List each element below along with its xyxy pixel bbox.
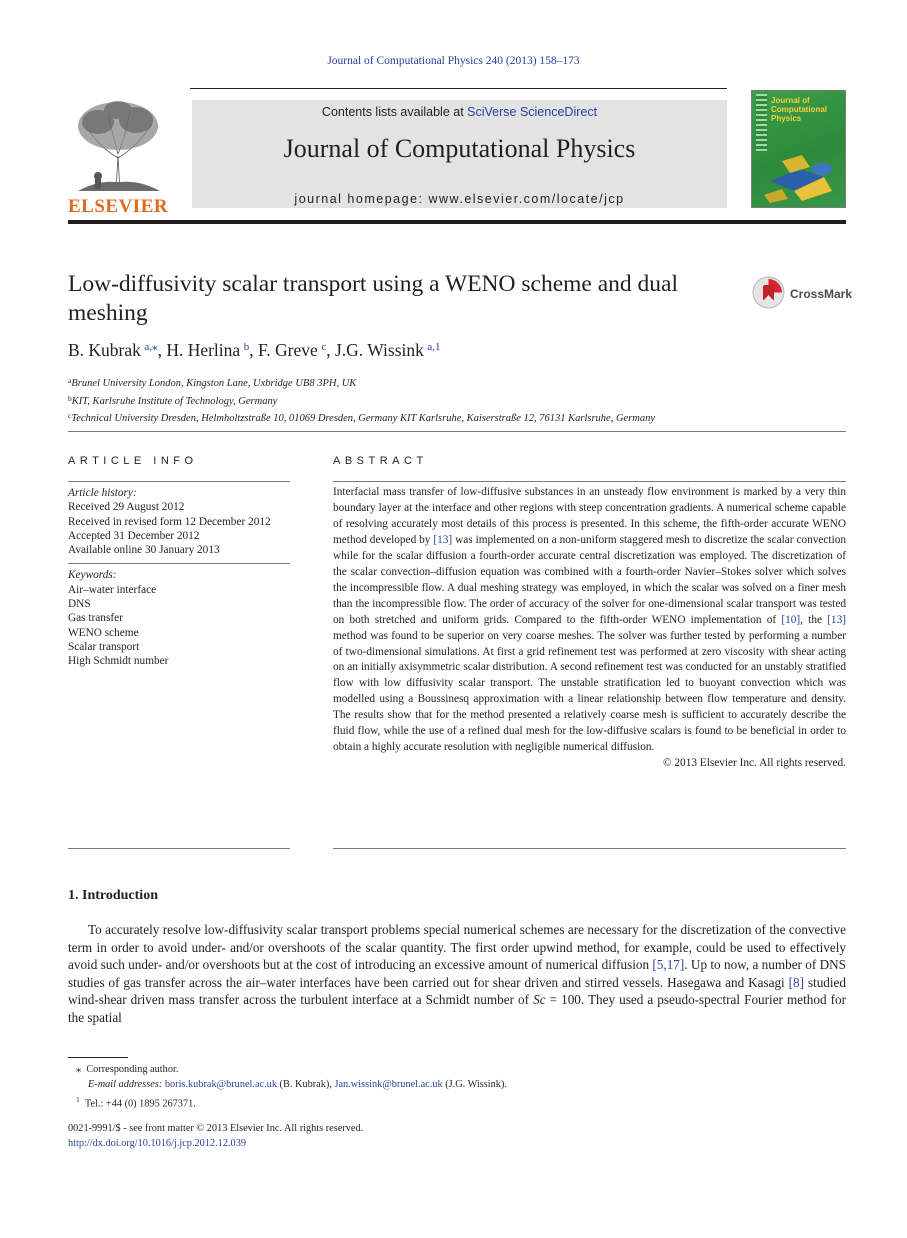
keywords-list: [68, 583, 290, 669]
author-name[interactable]: H. Herlina: [166, 340, 241, 360]
abstract-column: [333, 455, 846, 771]
corresponding-author-note: [68, 1062, 846, 1077]
author-separator: ,: [157, 340, 167, 360]
doi-link[interactable]: http://dx.doi.org/10.1016/j.jcp.2012.12.039: [68, 1137, 247, 1149]
journal-cover-thumbnail[interactable]: [751, 90, 846, 208]
email2-owner: (J.G. Wissink).: [442, 1079, 507, 1090]
tree-logo-icon: [68, 96, 168, 194]
contents-availability: [192, 105, 727, 119]
affiliation-item: [68, 392, 846, 410]
abstract-part-2: was implemented on a non-uniform staggered mesh to discretize the scalar convection while for the scalar diffusion a fourth-order accurate central discretization was employed. The discretization of the scalar convection–diffusion equation was combined with a fourth-order Navier–Stokes solver which solves the incompressible flow. A dual meshing strategy was employed, in which the scalar was solved on a finer mesh than the incompressible flow. The order of accuracy of the solver for one-dimensional scalar transport was tested on both stretched and uniform grids. Compared to the fifth-order WENO implementation of: [333, 533, 847, 626]
article-info-label: ARTICLE INFO: [68, 455, 198, 467]
corresponding-text: Corresponding author.: [86, 1064, 179, 1075]
elsevier-tree-logo: [68, 96, 168, 216]
abstract-part-1: Interfacial mass transfer of low-diffusive substances in an unsteady flow environment is marked by a very thin boundary layer at the interface and other regions with steep concentration gradients. A numerical scheme capable of resolving accurately most details of this process is presented. In this scheme, the fifth-order accurate WENO method developed by: [333, 486, 846, 546]
email-link-wissink[interactable]: Jan.wissink@brunel.ac.uk: [334, 1079, 443, 1090]
legal-block: [68, 1122, 568, 1151]
homepage-link[interactable]: www.elsevier.com/locate/jcp: [428, 192, 625, 206]
cover-illustration: [752, 151, 845, 206]
author-name[interactable]: B. Kubrak: [68, 340, 141, 360]
introduction-text: [68, 921, 846, 1027]
history-item: Received in revised form 12 December 2012: [68, 515, 271, 528]
affiliation-text: Technical University Dresden, Helmholtzstraße 10, 01069 Dresden, Germany KIT Karlsruhe, Kaiserstraße 12, 76131 Karlsruhe, Germany: [71, 413, 656, 424]
affiliation-item: [68, 409, 846, 427]
reference-link-5-17[interactable]: [5,17]: [652, 957, 685, 973]
keyword-item: Air–water interface: [68, 583, 157, 596]
author-affiliation-marks[interactable]: a,1: [427, 341, 441, 353]
keyword-item: Scalar transport: [68, 640, 140, 653]
info-bottom-rule: [68, 848, 290, 849]
introduction-heading: 1. Introduction: [68, 888, 158, 903]
keywords-block: [68, 564, 290, 674]
email-addresses: [68, 1077, 846, 1092]
abstract-text: [333, 482, 846, 756]
journal-homepage: [192, 192, 727, 206]
cover-title: Journal of Computational Physics: [771, 96, 827, 123]
sciencedirect-link[interactable]: SciVerse ScienceDirect: [467, 105, 598, 119]
abstract-part-3: , the: [800, 613, 828, 626]
schmidt-symbol: Sc: [533, 992, 546, 1008]
journal-title: Journal of Computational Physics: [283, 134, 636, 163]
intro-part-2: . Up to now, a number of DNS studies of gas transfer across the air–water interfaces have been carried out for shear driven and stirred vessels. Hasegawa and Kasagi: [68, 957, 847, 990]
author-list: [68, 340, 768, 361]
abstract-part-4: method was found to be superior on very coarse meshes. The solver was further tested by performing a number of two-dimensional simulations. At first a grid refinement test was performed at zero viscosity with shear acting on an initially axisymmetric scalar distribution. A second refinement test was conducted for an unstably stratified flow with low diffusivity scalar transport. The unstable stratification led to buoyant convection which was modelled using a Boussinesq approximation with a linear relationship between flow temperature and density. The results show that for the method presented a relatively coarse mesh is sufficient to accurately describe the fluid flow, while the use of a refined dual mesh for the low-diffusive scalars is found to be beneficial in order to obtain a highly accurate resolution with negligible numerical diffusion.: [333, 629, 846, 754]
header-thick-rule: [68, 220, 846, 224]
keyword-item: High Schmidt number: [68, 655, 169, 668]
keyword-item: WENO scheme: [68, 626, 139, 639]
author-name[interactable]: F. Greve: [257, 340, 318, 360]
journal-masthead: [192, 100, 727, 208]
article-title: Low-diffusivity scalar transport using a WENO scheme and dual meshing: [68, 271, 678, 326]
footnote-1-mark: 1: [76, 1095, 80, 1104]
footnotes: [68, 1062, 846, 1111]
affiliation-item: [68, 374, 846, 392]
keywords-heading: Keywords:: [68, 569, 117, 582]
history-heading: Article history:: [68, 487, 137, 499]
journal-citation[interactable]: Journal of Computational Physics 240 (2013) 158–173: [327, 55, 580, 67]
intro-part-4: = 100. They used a pseudo-spectral Fourier method for the spatial: [68, 992, 846, 1025]
reference-link-13[interactable]: [13]: [433, 533, 453, 546]
crossmark-badge[interactable]: [752, 276, 852, 312]
affiliation-mark: a: [68, 376, 72, 385]
homepage-prefix: journal homepage:: [294, 192, 429, 206]
affiliation-list: [68, 374, 846, 427]
abstract-label: ABSTRACT: [333, 455, 428, 467]
abstract-bottom-rule: [333, 848, 846, 849]
intro-part-3: studied wind-shear driven mass transfer across the turbulent interface at a Schmidt number of: [68, 974, 846, 1008]
email-label: E-mail addresses:: [88, 1079, 163, 1090]
affiliation-text: Brunel University London, Kingston Lane, Uxbridge UB8 3PH, UK: [71, 378, 357, 389]
corresponding-mark: ⁎: [76, 1064, 82, 1075]
history-item: Received 29 August 2012: [68, 501, 185, 514]
email-link-kubrak[interactable]: boris.kubrak@brunel.ac.uk: [164, 1079, 277, 1090]
crossmark-icon: [752, 276, 785, 309]
email1-owner: (B. Kubrak),: [276, 1079, 335, 1090]
intro-part-1: To accurately resolve low-diffusivity scalar transport problems special numerical schemes are necessary for the discretization of the convective term in order to avoid under- and/or overshoots of the scalar quantity. The first order upwind method, for example, could be used to effectively avoid such under- and/or overshoots but at the cost of introducing an excessive amount of numerical diffusion: [68, 922, 846, 973]
affiliation-mark: c: [68, 411, 72, 420]
reference-link-10[interactable]: [10]: [781, 613, 801, 626]
publisher-name: ELSEVIER: [68, 196, 169, 217]
telephone-text: Tel.: +44 (0) 1895 267371.: [84, 1098, 196, 1110]
affiliation-text: KIT, Karlsruhe Institute of Technology, Germany: [71, 395, 278, 407]
cover-stripe: [756, 94, 767, 152]
affiliations-rule: [68, 431, 846, 432]
author-affiliation-marks[interactable]: b: [243, 341, 250, 353]
abstract-copyright: © 2013 Elsevier Inc. All rights reserved.: [662, 757, 846, 770]
author-affiliation-marks[interactable]: c: [321, 341, 327, 353]
affiliation-mark: b: [68, 393, 72, 403]
journal-header: [68, 88, 846, 216]
header-top-rule: [190, 88, 727, 89]
reference-link-13-second[interactable]: [13]: [827, 613, 846, 626]
author-affiliation-marks[interactable]: a,⁎: [144, 341, 158, 353]
footnote-rule: [68, 1057, 128, 1058]
keyword-item: Gas transfer: [68, 612, 123, 625]
reference-link-8[interactable]: [8]: [788, 974, 805, 990]
crossmark-label: CrossMark: [790, 287, 853, 301]
keyword-item: DNS: [68, 598, 91, 611]
telephone-note: [68, 1092, 846, 1111]
history-list: [68, 500, 290, 557]
history-item: Available online 30 January 2013: [68, 544, 220, 557]
issn-line: 0021-9991/$ - see front matter © 2013 Elsevier Inc. All rights reserved.: [68, 1123, 364, 1134]
author-name[interactable]: J.G. Wissink: [334, 340, 424, 360]
contents-prefix: Contents lists available at: [321, 105, 468, 119]
article-info-column: [68, 455, 290, 675]
history-item: Accepted 31 December 2012: [68, 529, 200, 542]
author-separator: ,: [326, 340, 335, 360]
article-history: [68, 482, 290, 563]
author-separator: ,: [249, 340, 258, 360]
